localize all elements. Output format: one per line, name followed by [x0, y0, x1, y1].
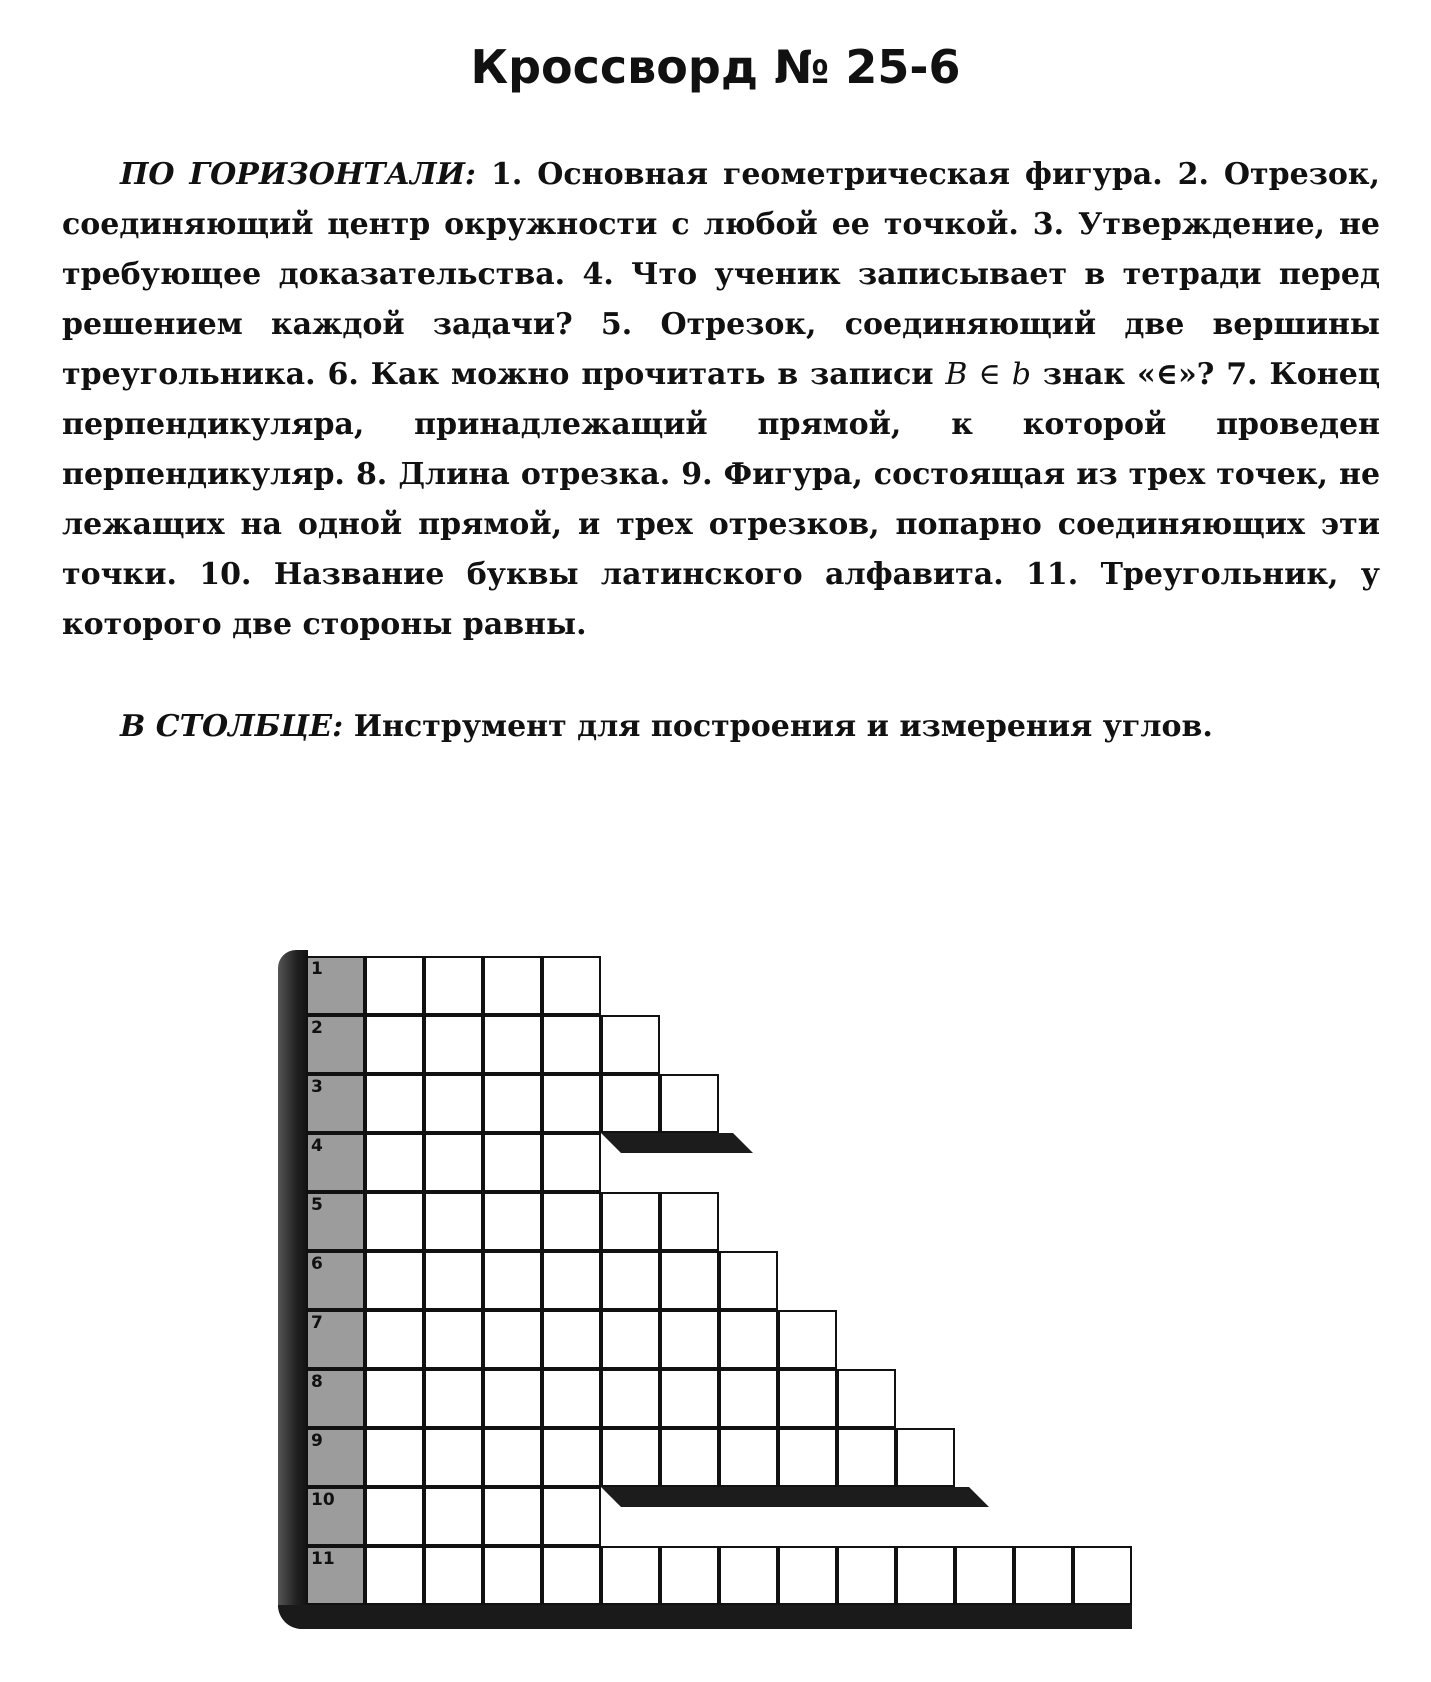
crossword-cell[interactable]	[601, 1015, 660, 1074]
crossword-cell[interactable]	[542, 1074, 601, 1133]
clue-text: Основная геометрическая фигура.	[537, 157, 1163, 192]
clue-number: 1.	[490, 157, 523, 192]
crossword-cell[interactable]	[542, 1251, 601, 1310]
grid-shadow-left	[278, 950, 308, 1629]
crossword-cell[interactable]	[1014, 1546, 1073, 1605]
cell-number: 1	[311, 959, 323, 979]
crossword-cell[interactable]	[424, 1487, 483, 1546]
crossword-cell[interactable]	[542, 1310, 601, 1369]
crossword-cell[interactable]	[660, 1369, 719, 1428]
crossword-key-cell[interactable]	[306, 1015, 365, 1074]
crossword-key-cell[interactable]	[306, 1369, 365, 1428]
crossword-cell[interactable]	[955, 1546, 1014, 1605]
crossword-key-cell[interactable]	[306, 1074, 365, 1133]
cell-number: 10	[311, 1490, 335, 1510]
crossword-key-cell[interactable]	[306, 1487, 365, 1546]
row-step-shadow	[601, 1487, 989, 1507]
crossword-cell[interactable]	[719, 1428, 778, 1487]
crossword-cell[interactable]	[601, 1192, 660, 1251]
down-text: Инструмент для построения и измерения углов.	[353, 709, 1213, 744]
crossword-cell[interactable]	[483, 1487, 542, 1546]
crossword-key-cell[interactable]	[306, 1546, 365, 1605]
grid-shadow-bottom	[278, 1605, 1132, 1629]
clue-number: 7.	[1226, 357, 1258, 392]
crossword-cell[interactable]	[365, 1310, 424, 1369]
clue-number: 6.	[327, 357, 359, 392]
crossword-cell[interactable]	[660, 1546, 719, 1605]
crossword-cell[interactable]	[483, 1133, 542, 1192]
cell-number: 4	[311, 1136, 323, 1156]
crossword-cell[interactable]	[483, 1192, 542, 1251]
crossword-cell[interactable]	[601, 1428, 660, 1487]
clue-text: Треугольник, у которого две стороны равны.	[62, 557, 1380, 642]
crossword-cell[interactable]	[837, 1428, 896, 1487]
crossword-cell[interactable]	[542, 956, 601, 1015]
clue-number: 4.	[582, 257, 614, 292]
crossword-cell[interactable]	[483, 1369, 542, 1428]
crossword-cell[interactable]	[896, 1428, 955, 1487]
crossword-cell[interactable]	[365, 1133, 424, 1192]
crossword-cell[interactable]	[542, 1428, 601, 1487]
crossword-cell[interactable]	[424, 1192, 483, 1251]
crossword-cell[interactable]	[542, 1369, 601, 1428]
crossword-cell[interactable]	[365, 1546, 424, 1605]
clue-text: Как можно прочитать в записи	[370, 357, 934, 392]
crossword-cell[interactable]	[424, 1428, 483, 1487]
clue-text: знак «∈»?	[1042, 357, 1215, 392]
crossword-key-cell[interactable]	[306, 1310, 365, 1369]
across-paragraph	[62, 150, 1380, 650]
crossword-cell[interactable]	[365, 1192, 424, 1251]
down-label: В СТОЛБЦЕ:	[120, 709, 344, 744]
crossword-cell[interactable]	[483, 1546, 542, 1605]
crossword-cell[interactable]	[837, 1546, 896, 1605]
clue-text: Отрезок, соединяющий центр окружности с любой ее точкой.	[62, 157, 1380, 242]
crossword-cell[interactable]	[365, 1428, 424, 1487]
clue-text: Утверждение, не требующее доказательства.	[62, 207, 1380, 292]
crossword-cell[interactable]	[483, 956, 542, 1015]
crossword-cell[interactable]	[365, 1369, 424, 1428]
clue-number: 8.	[355, 457, 388, 492]
crossword-cell[interactable]	[778, 1310, 837, 1369]
crossword-cell[interactable]	[542, 1487, 601, 1546]
crossword-cell[interactable]	[660, 1251, 719, 1310]
crossword-cell[interactable]	[483, 1428, 542, 1487]
across-label: ПО ГОРИЗОНТАЛИ:	[120, 157, 476, 192]
crossword-cell[interactable]	[660, 1192, 719, 1251]
crossword-cell[interactable]	[424, 1310, 483, 1369]
crossword-cell[interactable]	[778, 1428, 837, 1487]
clue-text: Что ученик записывает в тетради перед решением каждой задачи?	[62, 257, 1380, 342]
crossword-key-cell[interactable]	[306, 1428, 365, 1487]
crossword-cell[interactable]	[483, 1074, 542, 1133]
crossword-cell[interactable]	[542, 1133, 601, 1192]
page-title: Кроссворд № 25-6	[470, 40, 961, 94]
crossword-cell[interactable]	[660, 1074, 719, 1133]
clue-text: Длина отрезка.	[398, 457, 671, 492]
down-clue	[62, 702, 1380, 752]
cell-number: 8	[311, 1372, 323, 1392]
crossword-cell[interactable]	[719, 1546, 778, 1605]
crossword-cell[interactable]	[483, 1251, 542, 1310]
crossword-cell[interactable]	[601, 1251, 660, 1310]
crossword-cell[interactable]	[365, 1251, 424, 1310]
clue-number: 9.	[681, 457, 713, 492]
math-expression: B ∈ b	[945, 357, 1031, 392]
crossword-cell[interactable]	[1073, 1546, 1132, 1605]
crossword-cell[interactable]	[365, 1015, 424, 1074]
crossword-cell[interactable]	[483, 1310, 542, 1369]
crossword-cell[interactable]	[424, 1015, 483, 1074]
crossword-cell[interactable]	[660, 1310, 719, 1369]
crossword-cell[interactable]	[601, 1546, 660, 1605]
crossword-cell[interactable]	[601, 1310, 660, 1369]
crossword-key-cell[interactable]	[306, 1251, 365, 1310]
clue-number: 5.	[600, 307, 633, 342]
crossword-cell[interactable]	[778, 1369, 837, 1428]
clue-number: 10.	[199, 557, 252, 592]
crossword-key-cell[interactable]	[306, 1133, 365, 1192]
crossword-cell[interactable]	[424, 1074, 483, 1133]
clue-number: 2.	[1177, 157, 1209, 192]
cell-number: 3	[311, 1077, 323, 1097]
crossword-cell[interactable]	[365, 956, 424, 1015]
crossword-cell[interactable]	[542, 1546, 601, 1605]
clue-text: Фигура, состоящая из трех точек, не лежащих на одной прямой, и трех отрезков, попарно соединяющих эти точки.	[62, 457, 1381, 592]
crossword-cell[interactable]	[601, 1074, 660, 1133]
crossword-cell[interactable]	[365, 1487, 424, 1546]
crossword-key-cell[interactable]	[306, 956, 365, 1015]
crossword-cell[interactable]	[424, 1251, 483, 1310]
cell-number: 7	[311, 1313, 323, 1333]
crossword-cell[interactable]	[424, 956, 483, 1015]
clue-text: Конец перпендикуляра, принадлежащий прямой, к которой проведен перпендикуляр.	[62, 357, 1381, 492]
crossword-cell[interactable]	[483, 1015, 542, 1074]
crossword-cell[interactable]	[601, 1369, 660, 1428]
cell-number: 2	[311, 1018, 323, 1038]
row-step-shadow	[601, 1133, 753, 1153]
crossword-cell[interactable]	[896, 1546, 955, 1605]
crossword-cell[interactable]	[542, 1192, 601, 1251]
clue-number: 3.	[1032, 207, 1065, 242]
crossword-cell[interactable]	[719, 1251, 778, 1310]
crossword-cell[interactable]	[424, 1133, 483, 1192]
across-clues	[62, 150, 1380, 650]
crossword-cell[interactable]	[424, 1546, 483, 1605]
crossword-cell[interactable]	[365, 1074, 424, 1133]
crossword-cell[interactable]	[424, 1369, 483, 1428]
crossword-cell[interactable]	[837, 1369, 896, 1428]
clue-text: Отрезок, соединяющий две вершины треугольника.	[62, 307, 1380, 392]
crossword-cell[interactable]	[719, 1369, 778, 1428]
clue-number: 11.	[1026, 557, 1079, 592]
cell-number: 9	[311, 1431, 323, 1451]
crossword-key-cell[interactable]	[306, 1192, 365, 1251]
crossword-cell[interactable]	[719, 1310, 778, 1369]
clue-text: Название буквы латинского алфавита.	[273, 557, 1004, 592]
crossword-cell[interactable]	[542, 1015, 601, 1074]
crossword-cell[interactable]	[660, 1428, 719, 1487]
cell-number: 5	[311, 1195, 323, 1215]
cell-number: 6	[311, 1254, 323, 1274]
cell-number: 11	[311, 1549, 335, 1569]
crossword-cell[interactable]	[778, 1546, 837, 1605]
